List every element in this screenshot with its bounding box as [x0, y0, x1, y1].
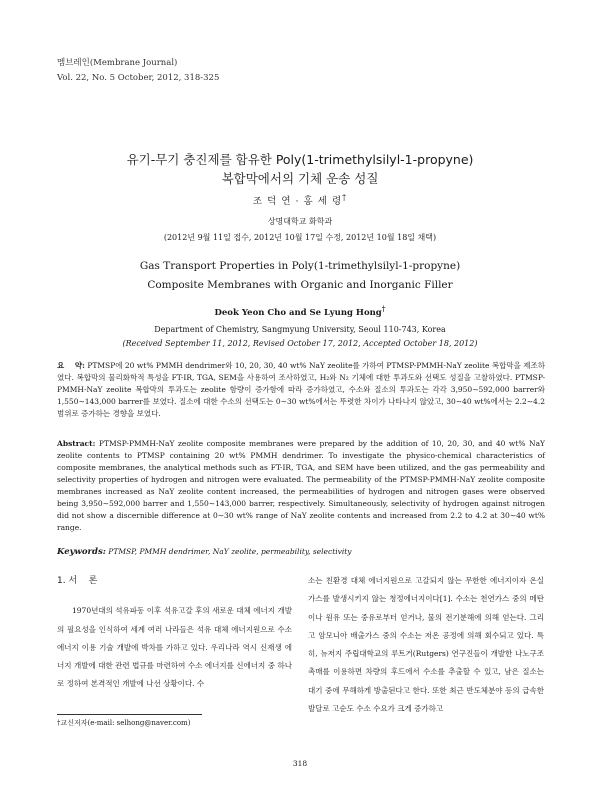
- title-korean-line2: 복합막에서의 기체 운송 성질: [221, 171, 379, 186]
- page-number: 318: [292, 759, 308, 768]
- body-column-right: [308, 572, 544, 718]
- authors-korean-names: 조 덕 연 · 홍 세 령: [252, 196, 343, 208]
- keywords-label: Keywords:: [57, 547, 106, 557]
- abstract-english: [57, 438, 545, 534]
- authors-korean: [0, 193, 600, 207]
- affiliation-english: Department of Chemistry, Sangmyung University, Seoul 110-743, Korea: [154, 325, 446, 334]
- abstract-korean: [57, 360, 545, 420]
- title-english: [0, 257, 600, 295]
- introduction-paragraph-right: 소는 친환경 대체 에너지원으로 고갈되지 않는 무한한 에너지이자 온실가스를 발생시키지 않는 청정에너지이다[1]. 수소는 천연가스 중의 메탄이나 원유 또는 중유로부터 얻거나, 물의 전기분해에 의해 얻는다. 그리고 암모니아 배출가스 중의 수소는 저온 공정에 의해 회수되고 있다. 특히, 뉴저지 주립대학교의 루트거(Rutgers) 연구진들이 개발한 나노구조 촉매를 이용하면 차량의 후드에서 수소를 추출할 수 있고, 남은 질소는 대기 중에 무해하게 방출된다고 한다. 또한 최근 반도체분야 등의 급속한 발달로 고순도 수소 수요가 크게 증가하고: [308, 576, 544, 714]
- journal-header: [57, 56, 219, 86]
- abstract-korean-label: 요 약:: [57, 361, 85, 370]
- footnote-corresponding-author: †교신저자(e-mail: selhong@naver.com): [57, 719, 191, 727]
- section-heading-introduction: 1. 서 론: [57, 576, 98, 586]
- title-english-line1: Gas Transport Properties in Poly(1-trimethylsilyl-1-propyne): [139, 260, 461, 272]
- journal-name: 멤브레인(Membrane Journal): [57, 58, 178, 68]
- affiliation-korean: 상명대학교 화학과: [267, 217, 333, 226]
- abstract-korean-text: PTMSP에 20 wt% PMMH dendrimer와 10, 20, 30, 40 wt% NaY zeolite를 가하여 PTMSP-PMMH-NaY zeolite 복합막을 제조하였다. 복합막의 물리화학적 특성을 FT-IR, TGA, SEM을 사용하여 조사하였고, H₂와 N₂ 기체에 대한 투과도와 선택도 성질을 고찰하였다. PTMSP-PMMH-NaY zeolite 복합막의 투과도는 zeolite 함량이 증가함에 따라 증가하였고, 수소와 질소의 투과도는 각각 3,950∼592,000 barrer와 1,550∼143,000 barrer를 보였다. 질소에 대한 수소의 선택도는 0∼30 wt%에서는 뚜렷한 차이가 나타나지 않았고, 30∼40 wt%에서는 2.2∼4.2 범위로 증가하는 경향을 보였다.: [57, 361, 546, 418]
- title-korean-line1: 유기-무기 충진제를 함유한 Poly(1-trimethylsilyl-1-propyne): [126, 152, 474, 167]
- introduction-paragraph-left: 1970년대의 석유파동 이후 석유고갈 후의 새로운 대체 에너지 개발의 필요성을 인식하여 세계 여러 나라들은 석유 대체 에너지원으로 수소에너지 이용 기술 개발에 박차를 가하고 있다. 우리나라 역시 신재생 에너지 개발에 대한 관련 법규를 마련하여 수소 에너지를 신에너지 중 하나로 정하여 본격적인 개발에 나선 상황이다. 수: [57, 606, 292, 689]
- dates-english: (Received September 11, 2012, Revised October 17, 2012, Accepted October 18, 2012): [122, 339, 478, 348]
- keywords-text: PTMSP, PMMH dendrimer, NaY zeolite, permeability, selectivity: [108, 547, 352, 556]
- footnote-divider: [57, 714, 202, 715]
- body-column-left: [57, 572, 292, 694]
- journal-issue: Vol. 22, No. 5 October, 2012, 318-325: [57, 73, 220, 83]
- abstract-english-label: Abstract:: [57, 439, 96, 448]
- author-mark: †: [342, 193, 348, 202]
- title-english-line2: Composite Membranes with Organic and Inorganic Filler: [147, 279, 453, 291]
- author-mark-en: †: [381, 304, 386, 313]
- keywords: [57, 547, 545, 557]
- dates-korean: (2012년 9월 11일 접수, 2012년 10월 17일 수정, 2012년 10월 18일 채택): [163, 233, 437, 242]
- authors-english-names: Deok Yeon Cho and Se Lyung Hong: [214, 307, 382, 318]
- abstract-english-text: PTMSP-PMMH-NaY zeolite composite membranes were prepared by the addition of 10, 20, 30, and 40 wt% NaY zeolite contents to PTMSP containing 20 wt% PMMH dendrimer. To investigate the physico-chemical characteristics of composite membranes, the analytical methods such as FT-IR, TGA, and SEM have been utilized, and the gas permeability and selectivity properties of hydrogen and nitrogen were evaluated. The permeability of the PTMSP-PMMH-NaY zeolite composite membranes increased as NaY zeolite content increased, the permeabilities of hydrogen and nitrogen gases were observed being 3,950∼592,000 barrer and 1,550∼143,000 barrer, respectively. Simultaneously, selectivity of hydrogen against nitrogen did not show a discernible difference at 0∼30 wt% range of NaY zeolite contents and increased from 2.2 to 4.2 at 30∼40 wt% range.: [57, 439, 546, 532]
- authors-english: [0, 304, 600, 318]
- title-korean: [0, 150, 600, 188]
